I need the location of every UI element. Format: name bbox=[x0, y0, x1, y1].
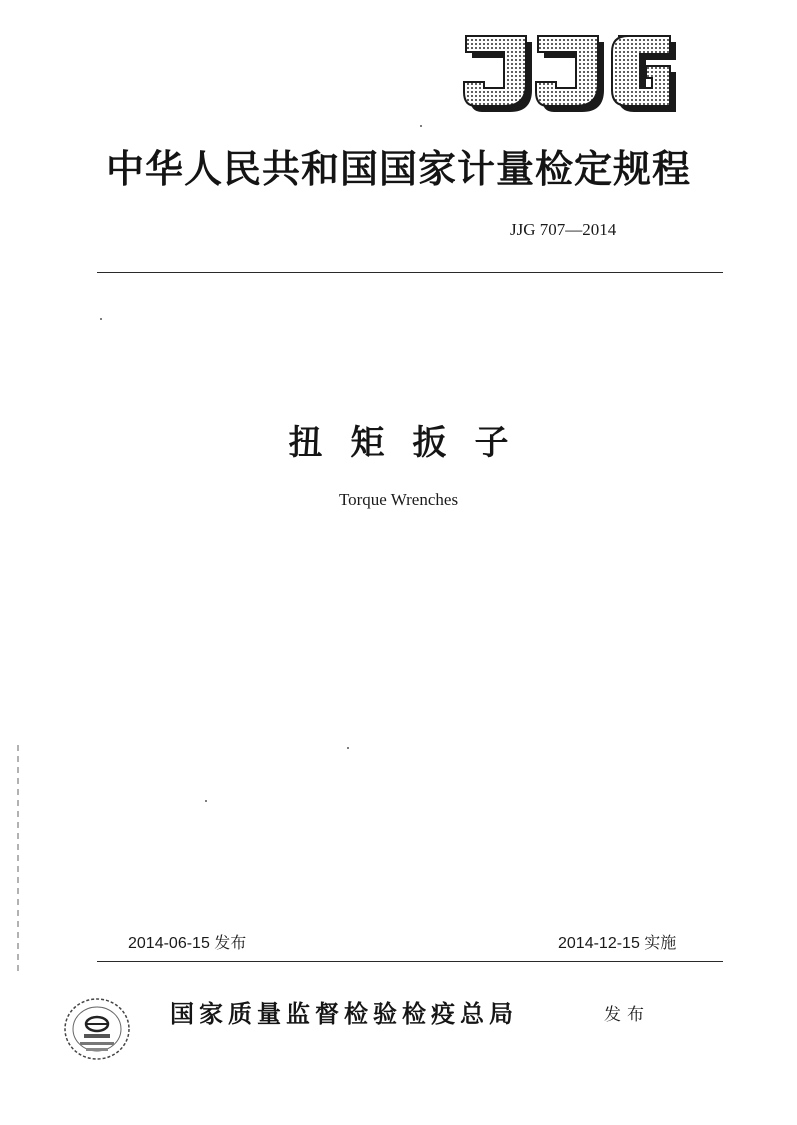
issue-date: 2014-06-15 发布 bbox=[128, 935, 247, 952]
publish-suffix: 发布 bbox=[604, 1005, 650, 1025]
jjg-logo-icon bbox=[462, 30, 680, 118]
standard-series-title: 中华人民共和国国家计量检定规程 bbox=[105, 147, 691, 191]
scan-speck bbox=[420, 125, 422, 127]
implementation-date: 2014-12-15 实施 bbox=[558, 935, 677, 952]
official-seal-icon bbox=[62, 996, 132, 1062]
document-title-en: Torque Wrenches bbox=[338, 490, 459, 509]
standard-code: JJG 707—2014 bbox=[510, 220, 617, 239]
scan-speck bbox=[347, 747, 349, 749]
scan-margin-marks bbox=[16, 745, 20, 975]
bottom-divider bbox=[97, 961, 723, 962]
scan-speck bbox=[205, 800, 207, 802]
scan-speck bbox=[100, 318, 102, 320]
document-title-cn: 扭矩扳子 bbox=[288, 423, 537, 463]
jjg-logo bbox=[462, 30, 680, 118]
top-divider bbox=[97, 272, 723, 273]
publisher-name: 国家质量监督检验检疫总局 bbox=[170, 999, 518, 1028]
